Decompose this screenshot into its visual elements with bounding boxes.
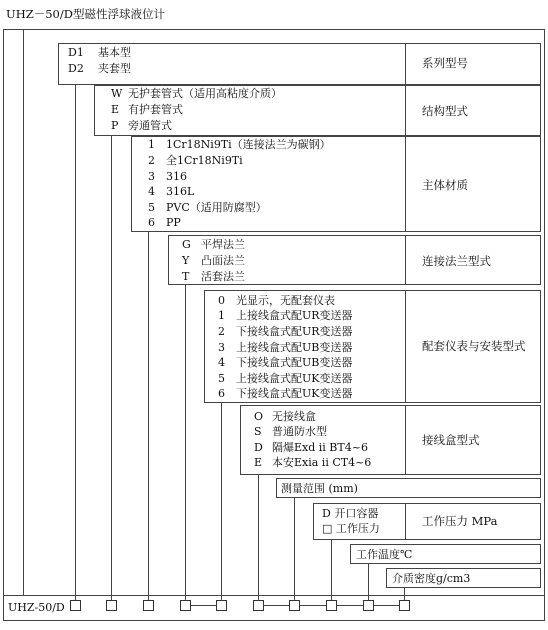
connector-line-4 — [148, 232, 149, 605]
instrument-code-7: 6 — [218, 387, 225, 400]
structure-text-3: 旁通管式 — [128, 119, 172, 132]
code-dash-5 — [374, 605, 399, 606]
junction-code-1: O — [254, 410, 264, 423]
section-material-divider — [405, 136, 406, 232]
material-code-6: 6 — [148, 216, 155, 229]
code-box-instrument[interactable] — [216, 600, 227, 611]
connector-line-6 — [221, 403, 222, 605]
instrument-text-4: 上接线盒式配UB变送器 — [236, 341, 353, 354]
model-code-prefix: UHZ-50/D — [8, 601, 65, 614]
junction-text-1: 无接线盒 — [272, 410, 316, 423]
instrument-text-1: 光显示，无配套仪表 — [236, 294, 335, 307]
instrument-code-4: 3 — [218, 341, 225, 354]
series-code-1: D1 — [68, 46, 84, 59]
material-code-4: 4 — [148, 185, 155, 198]
category-instrument: 配套仪表与安装型式 — [422, 339, 526, 353]
structure-text-1: 无护套管式（适用高粘度介质） — [128, 87, 282, 100]
instrument-text-5: 下接线盒式配UB变送器 — [236, 356, 353, 369]
junction-code-2: S — [254, 425, 262, 438]
series-text-1: 基本型 — [98, 46, 131, 59]
category-flange: 连接法兰型式 — [422, 254, 491, 268]
pressure-option-open: D 开口容器 — [322, 507, 379, 520]
connector-line-10 — [368, 564, 369, 605]
flange-code-2: Y — [182, 254, 190, 267]
section-junction-divider — [405, 405, 406, 475]
code-box-flange[interactable] — [180, 600, 191, 611]
material-text-2: 全1Cr18Ni9Ti — [166, 154, 243, 167]
code-box-density[interactable] — [399, 600, 410, 611]
material-text-3: 316 — [166, 170, 187, 183]
material-text-4: 316L — [166, 185, 195, 198]
connector-line-1 — [23, 29, 24, 596]
material-code-3: 3 — [148, 170, 155, 183]
series-code-2: D2 — [68, 62, 84, 75]
instrument-code-6: 5 — [218, 372, 225, 385]
instrument-text-6: 上接线盒式配UK变送器 — [236, 372, 353, 385]
category-series: 系列型号 — [422, 56, 468, 70]
flange-code-1: G — [182, 238, 191, 251]
instrument-code-5: 4 — [218, 356, 225, 369]
code-dash-1 — [191, 605, 216, 606]
code-box-junction[interactable] — [253, 600, 264, 611]
code-box-pressure[interactable] — [326, 600, 337, 611]
pressure-option-working: □ 工作压力 — [322, 522, 380, 535]
section-structure-divider — [405, 85, 406, 136]
frame-left-line — [3, 29, 4, 621]
flange-text-3: 活套法兰 — [201, 270, 245, 283]
temperature-label: 工作温度℃ — [356, 548, 413, 561]
junction-code-4: E — [254, 456, 263, 469]
structure-code-2: E — [111, 103, 120, 116]
junction-code-3: D — [254, 441, 263, 454]
code-dash-3 — [300, 605, 326, 606]
instrument-text-2: 上接线盒式配UR变送器 — [236, 309, 353, 322]
bottom-row-top-line — [3, 595, 545, 596]
junction-text-3: 隔爆Exd ii BT4~6 — [272, 441, 368, 454]
connector-line-3 — [111, 136, 112, 605]
flange-code-3: T — [182, 270, 190, 283]
code-box-material[interactable] — [143, 600, 154, 611]
instrument-code-2: 1 — [218, 309, 225, 322]
page-title: UHZ－50/D型磁性浮球液位计 — [6, 7, 165, 21]
structure-text-2: 有护套管式 — [128, 103, 183, 116]
category-structure: 结构型式 — [422, 104, 468, 118]
frame-bottom-line — [3, 620, 545, 621]
instrument-code-1: 0 — [218, 294, 225, 307]
connector-line-5 — [185, 285, 186, 605]
connector-line-8 — [294, 498, 295, 605]
frame-top-line — [3, 29, 545, 30]
code-box-temperature[interactable] — [363, 600, 374, 611]
material-text-6: PP — [166, 216, 181, 229]
junction-text-2: 普通防水型 — [272, 425, 327, 438]
code-box-structure[interactable] — [106, 600, 117, 611]
range-label: 测量范围 (mm) — [281, 482, 358, 495]
flange-text-1: 平焊法兰 — [201, 238, 245, 251]
instrument-text-7: 下接线盒式配UK变送器 — [236, 387, 353, 400]
pressure-divider — [405, 503, 406, 540]
code-box-series[interactable] — [70, 600, 81, 611]
junction-text-4: 本安Exia ii CT4~6 — [272, 456, 372, 469]
code-dash-4 — [337, 605, 363, 606]
section-series-divider — [405, 43, 406, 85]
category-junction: 接线盒型式 — [422, 433, 480, 447]
connector-line-9 — [331, 540, 332, 605]
category-pressure: 工作压力 MPa — [422, 514, 498, 528]
code-dash-2 — [264, 605, 289, 606]
connector-line-7 — [258, 475, 259, 605]
structure-code-3: P — [111, 119, 119, 132]
frame-right-line — [544, 29, 545, 621]
material-code-1: 1 — [148, 138, 155, 151]
material-text-5: PVC（适用防腐型） — [166, 201, 267, 214]
flange-text-2: 凸面法兰 — [201, 254, 245, 267]
material-text-1: 1Cr18Ni9Ti（连接法兰为碳钢） — [166, 138, 331, 151]
material-code-5: 5 — [148, 201, 155, 214]
series-text-2: 夹套型 — [98, 62, 131, 75]
instrument-text-3: 下接线盒式配UR变送器 — [236, 325, 353, 338]
connector-line-2 — [75, 85, 76, 605]
section-instrument-divider — [405, 290, 406, 403]
density-label: 介质密度g/cm3 — [392, 572, 471, 585]
code-box-range[interactable] — [289, 600, 300, 611]
section-flange-divider — [405, 235, 406, 285]
category-material: 主体材质 — [422, 178, 468, 192]
material-code-2: 2 — [148, 154, 155, 167]
instrument-code-3: 2 — [218, 325, 225, 338]
structure-code-1: W — [111, 87, 123, 100]
